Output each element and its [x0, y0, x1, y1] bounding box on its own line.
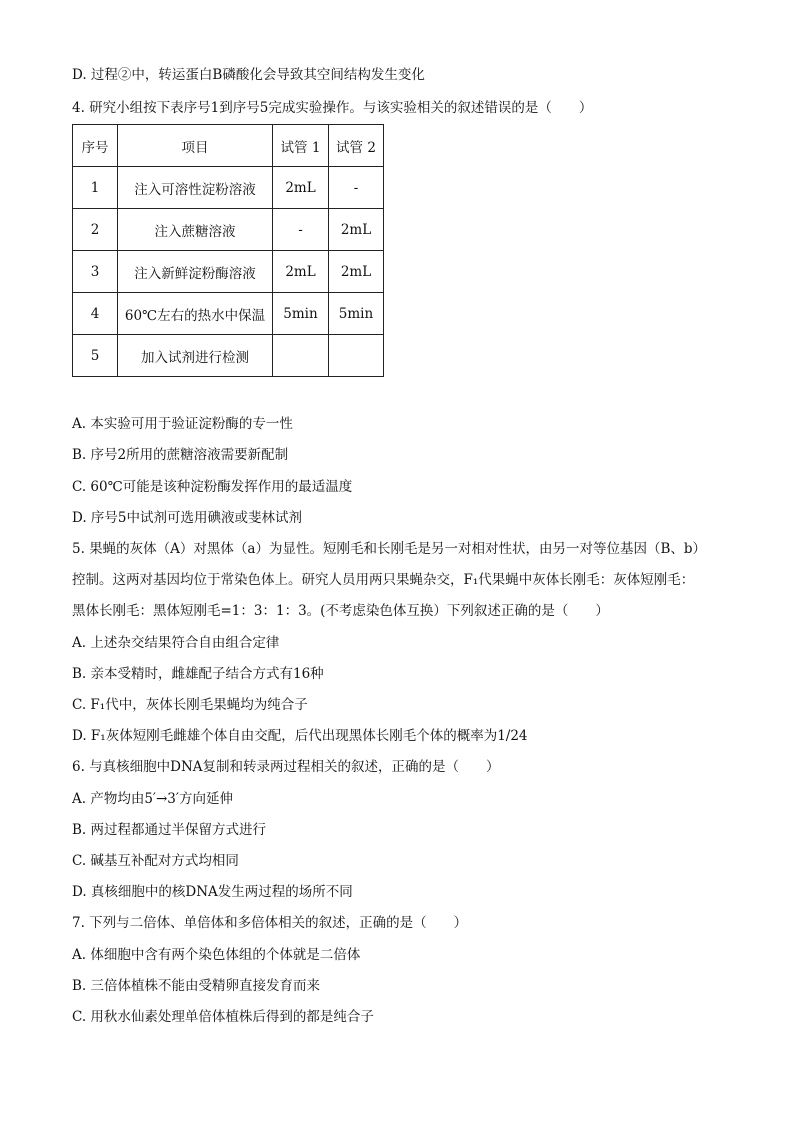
- table-cell: 2mL: [329, 251, 384, 293]
- table-cell: [329, 335, 384, 377]
- table-cell: 5: [73, 335, 118, 377]
- table-cell: 注入蔗糖溶液: [118, 209, 273, 251]
- table-cell: 2mL: [329, 209, 384, 251]
- table-cell: 5min: [329, 293, 384, 335]
- table-cell: 2mL: [273, 251, 329, 293]
- question-6: 6. 与真核细胞中DNA复制和转录两过程相关的叙述，正确的是（ ）: [72, 759, 500, 775]
- table-cell: 4: [73, 293, 118, 335]
- option-a-q4: A. 本实验可用于验证淀粉酶的专一性: [72, 416, 293, 432]
- option-d-q5: D. F₁灰体短刚毛雌雄个体自由交配，后代出现黑体长刚毛个体的概率为1/24: [72, 728, 528, 744]
- option-c-q6: C. 碱基互补配对方式均相同: [72, 853, 239, 869]
- table-cell: -: [329, 167, 384, 209]
- table-cell: 注入可溶性淀粉溶液: [118, 167, 273, 209]
- option-a-q6: A. 产物均由5′→3′方向延伸: [72, 791, 233, 807]
- question-4: 4. 研究小组按下表序号1到序号5完成实验操作。与该实验相关的叙述错误的是（ ）: [72, 100, 593, 116]
- table-row: [73, 251, 384, 293]
- table-cell: 加入试剂进行检测: [118, 335, 273, 377]
- question-5-line-1: 5. 果蝇的灰体（A）对黑体（a）为显性。短刚毛和长刚毛是另一对相对性状，由另一对等位基因（B、b）: [72, 541, 707, 557]
- option-a-q5: A. 上述杂交结果符合自由组合定律: [72, 635, 280, 651]
- table-cell: 1: [73, 167, 118, 209]
- option-b-q7: B. 三倍体植株不能由受精卵直接发育而来: [72, 978, 321, 994]
- table-cell: -: [273, 209, 329, 251]
- table-row: [73, 167, 384, 209]
- header-cell: 试管 2: [329, 125, 384, 167]
- option-c-q7: C. 用秋水仙素处理单倍体植株后得到的都是纯合子: [72, 1009, 374, 1025]
- table-cell: 注入新鲜淀粉酶溶液: [118, 251, 273, 293]
- option-c-q5: C. F₁代中，灰体长刚毛果蝇均为纯合子: [72, 697, 308, 713]
- question-7: 7. 下列与二倍体、单倍体和多倍体相关的叙述，正确的是（ ）: [72, 915, 468, 931]
- table-header-row: [73, 125, 384, 167]
- question-5-line-2: 控制。这两对基因均位于常染色体上。研究人员用两只果蝇杂交，F₁代果蝇中灰体长刚毛：灰体短刚毛：: [72, 572, 695, 588]
- option-a-q7: A. 体细胞中含有两个染色体组的个体就是二倍体: [72, 947, 361, 963]
- header-cell: 序号: [73, 125, 118, 167]
- table-cell: 2mL: [273, 167, 329, 209]
- option-d-q4: D. 序号5中试剂可选用碘液或斐林试剂: [72, 510, 303, 526]
- table-row: [73, 209, 384, 251]
- option-b-q5: B. 亲本受精时，雌雄配子结合方式有16种: [72, 666, 324, 682]
- option-b-q4: B. 序号2所用的蔗糖溶液需要新配制: [72, 447, 289, 463]
- option-d-q6: D. 真核细胞中的核DNA发生两过程的场所不同: [72, 884, 353, 900]
- option-b-q6: B. 两过程都通过半保留方式进行: [72, 822, 267, 838]
- header-cell: 试管 1: [273, 125, 329, 167]
- table-cell: 3: [73, 251, 118, 293]
- option-c-q4: C. 60℃可能是该种淀粉酶发挥作用的最适温度: [72, 479, 353, 495]
- table-cell: 2: [73, 209, 118, 251]
- table-cell: [273, 335, 329, 377]
- table-cell: 60℃左右的热水中保温: [118, 293, 273, 335]
- table-cell: 5min: [273, 293, 329, 335]
- header-cell: 项目: [118, 125, 273, 167]
- experiment-table: [72, 124, 384, 377]
- question-5-line-3: 黑体长刚毛：黑体短刚毛=1：3：1：3。(不考虑染色体互换）下列叙述正确的是（ ）: [72, 603, 609, 619]
- table-row: [73, 293, 384, 335]
- table-row: [73, 335, 384, 377]
- option-d-q3: D. 过程②中，转运蛋白B磷酸化会导致其空间结构发生变化: [72, 67, 425, 83]
